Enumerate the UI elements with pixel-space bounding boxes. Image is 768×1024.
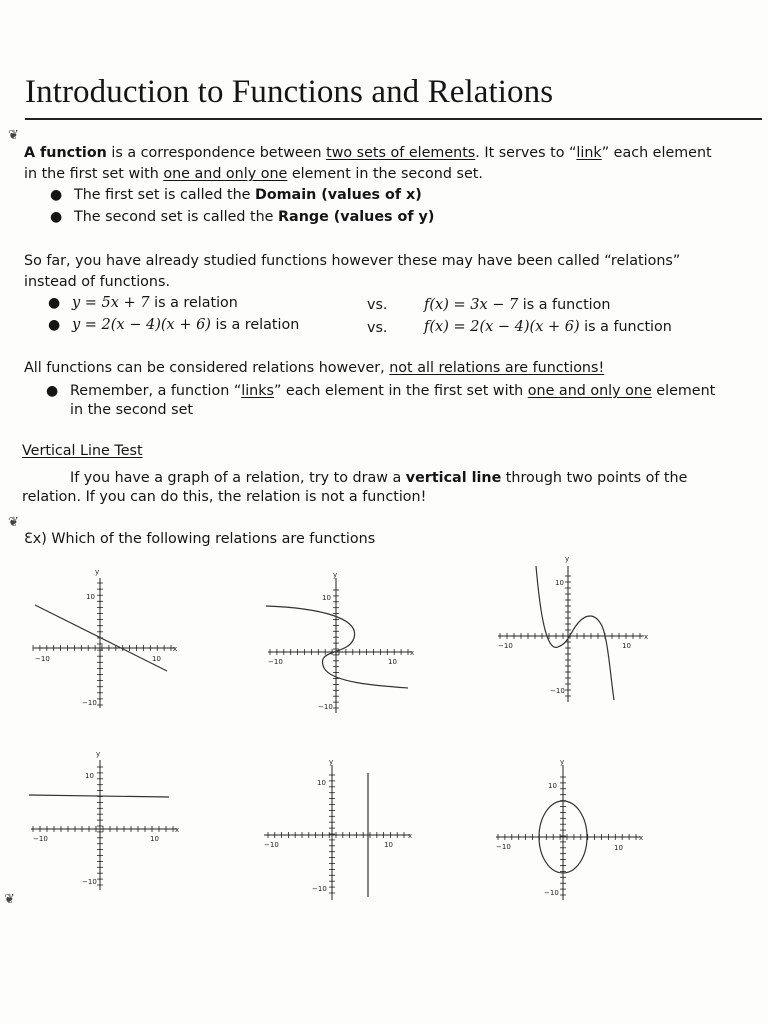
y-axis-label: y <box>329 758 334 766</box>
y-tick-label-bottom: −10 <box>82 699 97 707</box>
x-tick-label-pos: 10 <box>152 655 161 663</box>
graph-5 <box>260 755 430 905</box>
relation-example-1: ● y = 5x + 7 is a relation <box>48 295 238 311</box>
sofar-line1: So far, you have already studied functions however these may have been called “relations” <box>24 253 681 269</box>
axes <box>264 765 413 900</box>
all-functions-line: All functions can be considered relations however, not all relations are functions! <box>24 360 605 376</box>
relation-curve <box>266 606 408 688</box>
x-axis-label: x <box>173 645 178 653</box>
x-tick-label-neg: −10 <box>268 658 283 666</box>
x-axis-label: x <box>175 826 180 834</box>
y-tick-label-top: 10 <box>322 594 331 602</box>
y-tick-label-bottom: −10 <box>544 889 559 897</box>
function-example-2: f(x) = 2(x − 4)(x + 6) is a function <box>424 319 672 335</box>
y-axis-label: y <box>565 555 570 563</box>
axis-ticks <box>498 777 636 895</box>
axes <box>268 578 415 713</box>
axis-ticks <box>33 583 171 705</box>
relation-example-2: ● y = 2(x − 4)(x + 6) is a relation <box>48 317 300 333</box>
x-axis-label: x <box>639 834 644 842</box>
y-tick-label-top: 10 <box>317 779 326 787</box>
bullet-dot: ● <box>50 209 63 225</box>
x-tick-label-neg: −10 <box>496 843 511 851</box>
remember-bullet: ● Remember, a function “links” each element in the first set with one and only one element <box>46 383 716 399</box>
vs-label-1: vs. <box>367 297 388 313</box>
domain-bullet: ● The first set is called the Domain (values of x) <box>50 185 422 206</box>
margin-mark-3: ❦ <box>4 892 15 907</box>
function-definition-line2: in the first set with one and only one element in the second set. <box>24 166 483 182</box>
x-tick-label-pos: 10 <box>614 844 623 852</box>
axes <box>496 765 640 900</box>
vertical-line-test-heading: Vertical Line Test <box>22 443 143 459</box>
vlt-line1: If you have a graph of a relation, try to draw a vertical line through two points of the <box>70 470 688 486</box>
vlt-line2: relation. If you can do this, the relation is not a function! <box>22 489 427 505</box>
vs-label-2: vs. <box>367 320 388 336</box>
relation-curve <box>35 605 167 671</box>
axis-ticks <box>268 775 404 893</box>
x-tick-label-neg: −10 <box>35 655 50 663</box>
y-tick-label-bottom: −10 <box>318 703 333 711</box>
relation-curve <box>536 566 614 700</box>
x-axis-label: x <box>644 633 649 641</box>
y-tick-label-top: 10 <box>555 579 564 587</box>
x-tick-label-neg: −10 <box>498 642 513 650</box>
example-prompt: Ɛx) Which of the following relations are functions <box>24 531 376 547</box>
y-axis-label: y <box>95 568 100 576</box>
x-axis-label: x <box>408 832 413 840</box>
function-term: A function <box>24 145 107 161</box>
y-axis-label: y <box>333 571 338 579</box>
x-tick-label-pos: 10 <box>388 658 397 666</box>
graph-3 <box>494 552 664 707</box>
page-title: Introduction to Functions and Relations <box>25 74 554 110</box>
x-tick-label-neg: −10 <box>33 835 48 843</box>
axes <box>31 760 180 890</box>
y-tick-label-top: 10 <box>548 782 557 790</box>
bullet-dot: ● <box>50 187 63 203</box>
graph-6 <box>490 755 660 905</box>
x-tick-label-pos: 10 <box>150 835 159 843</box>
range-bullet: ● The second set is called the Range (values of y) <box>50 207 434 228</box>
graph-2 <box>260 568 430 718</box>
axes <box>33 578 178 708</box>
y-tick-label-bottom: −10 <box>550 687 565 695</box>
axis-ticks <box>33 767 173 885</box>
function-example-1: f(x) = 3x − 7 is a function <box>424 297 611 313</box>
sofar-line2: instead of functions. <box>24 274 170 290</box>
margin-mark-1: ❦ <box>8 128 19 143</box>
y-axis-label: y <box>560 758 565 766</box>
graph-1 <box>25 563 195 713</box>
x-tick-label-pos: 10 <box>384 841 393 849</box>
y-tick-label-bottom: −10 <box>312 885 327 893</box>
y-axis-label: y <box>96 750 101 758</box>
y-tick-label-top: 10 <box>85 772 94 780</box>
x-axis-label: x <box>410 649 415 657</box>
y-tick-label-bottom: −10 <box>82 878 97 886</box>
graph-4 <box>25 745 195 895</box>
title-underline <box>25 118 762 120</box>
x-tick-label-pos: 10 <box>622 642 631 650</box>
function-definition-line1: A function is a correspondence between two sets of elements. It serves to “link” each element <box>24 145 712 161</box>
remember-bullet-line2: in the second set <box>70 402 193 418</box>
x-tick-label-neg: −10 <box>264 841 279 849</box>
margin-mark-2: ❦ <box>8 515 19 530</box>
y-tick-label-top: 10 <box>86 593 95 601</box>
